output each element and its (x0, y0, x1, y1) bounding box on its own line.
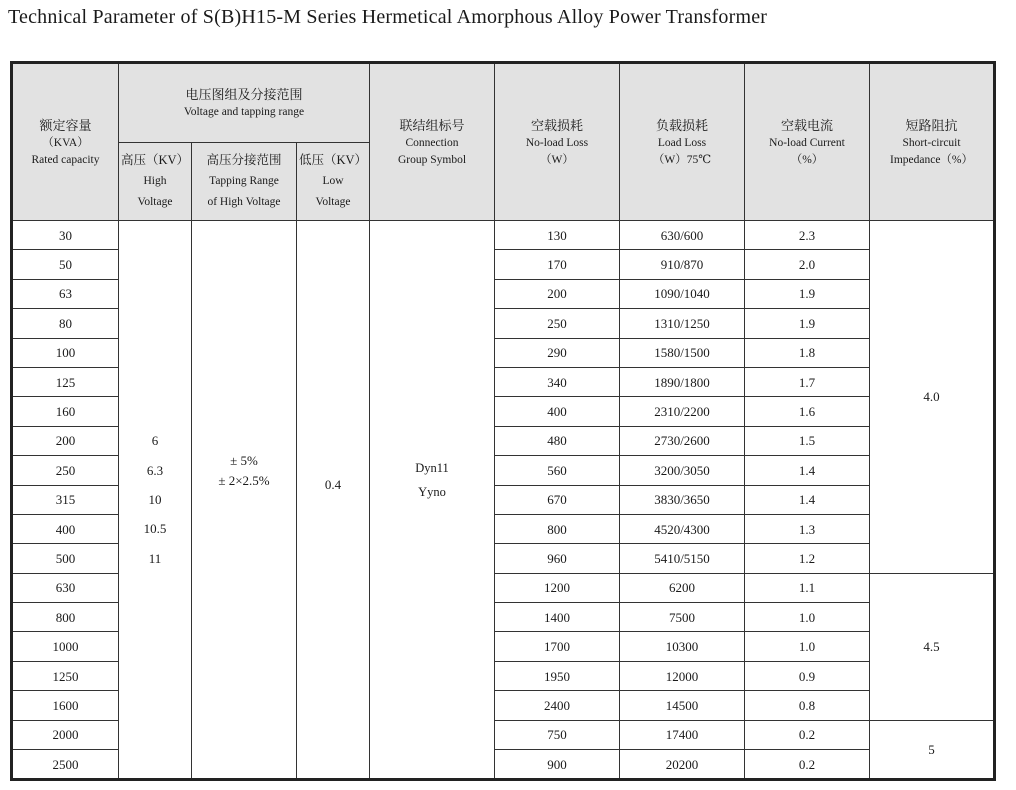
header-low-voltage: 低压（KV） Low Voltage (297, 143, 370, 221)
no-load-loss-cell: 480 (495, 426, 620, 455)
capacity-cell: 2000 (12, 720, 119, 749)
no-load-current-cell: 1.9 (745, 309, 870, 338)
high-voltage-value: 6.3 (146, 462, 164, 478)
capacity-cell: 200 (12, 426, 119, 455)
load-loss-cell: 20200 (620, 750, 745, 780)
no-load-loss-cell: 750 (495, 720, 620, 749)
capacity-cell: 2500 (12, 750, 119, 780)
no-load-current-cell: 1.2 (745, 544, 870, 573)
tapping-range-value: ± 5% (230, 452, 258, 468)
no-load-current-cell: 1.1 (745, 573, 870, 602)
capacity-cell: 400 (12, 514, 119, 543)
high-voltage-value: 10 (148, 492, 162, 507)
header-impedance: 短路阻抗 Short-circuit Impedance（%） (870, 63, 995, 221)
load-loss-cell: 630/600 (620, 221, 745, 250)
capacity-cell: 500 (12, 544, 119, 573)
capacity-cell: 80 (12, 309, 119, 338)
no-load-current-cell: 0.2 (745, 720, 870, 749)
spec-table-body (12, 221, 995, 780)
high-voltage-value: 11 (148, 550, 162, 566)
load-loss-cell: 3200/3050 (620, 456, 745, 485)
no-load-current-cell: 1.4 (745, 456, 870, 485)
load-loss-cell: 910/870 (620, 250, 745, 279)
no-load-current-cell: 2.3 (745, 221, 870, 250)
load-loss-cell: 10300 (620, 632, 745, 661)
no-load-loss-cell: 130 (495, 221, 620, 250)
load-loss-cell: 12000 (620, 661, 745, 690)
no-load-current-cell: 1.0 (745, 603, 870, 632)
no-load-current-cell: 0.8 (745, 691, 870, 720)
tapping-range-value: ± 2×2.5% (218, 472, 270, 488)
header-connection: 联结组标号 Connection Group Symbol (370, 63, 495, 221)
capacity-cell: 30 (12, 221, 119, 250)
load-loss-cell: 2310/2200 (620, 397, 745, 426)
capacity-cell: 1000 (12, 632, 119, 661)
connection-group-value: Yyno (418, 484, 446, 499)
no-load-current-cell: 1.8 (745, 338, 870, 367)
no-load-current-cell: 0.9 (745, 661, 870, 690)
no-load-current-cell: 2.0 (745, 250, 870, 279)
no-load-loss-cell: 250 (495, 309, 620, 338)
no-load-current-cell: 1.5 (745, 426, 870, 455)
high-voltage-value: 10.5 (143, 521, 167, 537)
impedance-cell: 4.5 (870, 573, 995, 720)
impedance-cell: 4.0 (870, 221, 995, 574)
no-load-current-cell: 1.4 (745, 485, 870, 514)
header-voltage-group: 电压图组及分接范围 Voltage and tapping range (119, 63, 370, 143)
tapping-range-cell (192, 221, 297, 780)
no-load-loss-cell: 1950 (495, 661, 620, 690)
no-load-loss-cell: 340 (495, 367, 620, 396)
header-load-loss: 负载损耗 Load Loss （W）75℃ (620, 63, 745, 221)
table-row (12, 221, 995, 250)
capacity-cell: 1250 (12, 661, 119, 690)
impedance-cell: 5 (870, 720, 995, 780)
connection-group-value: Dyn11 (415, 460, 449, 475)
header-capacity: 额定容量 （KVA） Rated capacity (12, 63, 119, 221)
load-loss-cell: 1580/1500 (620, 338, 745, 367)
high-voltage-cell (119, 221, 192, 780)
load-loss-cell: 2730/2600 (620, 426, 745, 455)
load-loss-cell: 17400 (620, 720, 745, 749)
capacity-cell: 1600 (12, 691, 119, 720)
load-loss-cell: 1310/1250 (620, 309, 745, 338)
no-load-current-cell: 1.7 (745, 367, 870, 396)
load-loss-cell: 5410/5150 (620, 544, 745, 573)
page-title: Technical Parameter of S(B)H15-M Series Hermetical Amorphous Alloy Power Transformer (8, 6, 768, 28)
load-loss-cell: 3830/3650 (620, 485, 745, 514)
header-no-load-loss: 空载损耗 No-load Loss （W） (495, 63, 620, 221)
capacity-cell: 250 (12, 456, 119, 485)
no-load-loss-cell: 1200 (495, 573, 620, 602)
no-load-loss-cell: 1700 (495, 632, 620, 661)
connection-group-cell (370, 221, 495, 780)
low-voltage-cell: 0.4 (297, 221, 370, 780)
header-high-voltage: 高压（KV） High Voltage (119, 143, 192, 221)
high-voltage-value: 6 (151, 433, 159, 449)
no-load-loss-cell: 1400 (495, 603, 620, 632)
load-loss-cell: 7500 (620, 603, 745, 632)
no-load-current-cell: 1.0 (745, 632, 870, 661)
no-load-loss-cell: 900 (495, 750, 620, 780)
capacity-cell: 800 (12, 603, 119, 632)
no-load-loss-cell: 670 (495, 485, 620, 514)
no-load-loss-cell: 400 (495, 397, 620, 426)
capacity-cell: 315 (12, 485, 119, 514)
capacity-cell: 100 (12, 338, 119, 367)
capacity-cell: 63 (12, 279, 119, 308)
no-load-loss-cell: 800 (495, 514, 620, 543)
capacity-cell: 160 (12, 397, 119, 426)
no-load-current-cell: 1.9 (745, 279, 870, 308)
no-load-current-cell: 1.3 (745, 514, 870, 543)
capacity-cell: 50 (12, 250, 119, 279)
no-load-loss-cell: 2400 (495, 691, 620, 720)
capacity-cell: 630 (12, 573, 119, 602)
no-load-current-cell: 0.2 (745, 750, 870, 780)
no-load-current-cell: 1.6 (745, 397, 870, 426)
header-tapping-range: 高压分接范围 Tapping Range of High Voltage (192, 143, 297, 221)
no-load-loss-cell: 560 (495, 456, 620, 485)
load-loss-cell: 1090/1040 (620, 279, 745, 308)
no-load-loss-cell: 290 (495, 338, 620, 367)
header-no-load-current: 空载电流 No-load Current （%） (745, 63, 870, 221)
load-loss-cell: 6200 (620, 573, 745, 602)
load-loss-cell: 14500 (620, 691, 745, 720)
spec-table (10, 61, 996, 781)
no-load-loss-cell: 200 (495, 279, 620, 308)
load-loss-cell: 4520/4300 (620, 514, 745, 543)
no-load-loss-cell: 170 (495, 250, 620, 279)
capacity-cell: 125 (12, 367, 119, 396)
no-load-loss-cell: 960 (495, 544, 620, 573)
load-loss-cell: 1890/1800 (620, 367, 745, 396)
